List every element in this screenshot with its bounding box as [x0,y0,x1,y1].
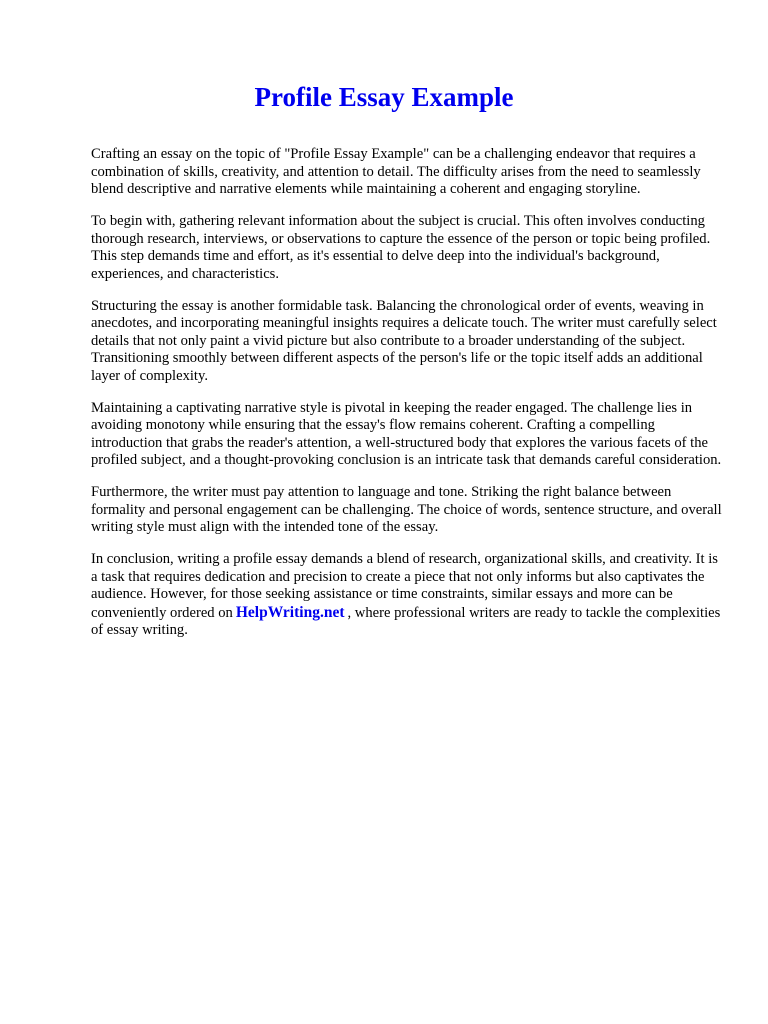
paragraph-language: Furthermore, the writer must pay attention to language and tone. Striking the right balance between formality and personal engagement can be challenging. The choice of words, sentence structure, and overall writing style must align with the intended tone of the essay. [91,484,722,535]
helpwriting-link[interactable]: HelpWriting.net [235,603,345,621]
paragraph-research: To begin with, gathering relevant information about the subject is crucial. This often involves conducting thorough research, interviews, or observations to capture the essence of the person or topic being profiled. This step demands time and effort, as it's essential to delve deep into the individual's background, experiences, and characteristics. [91,213,711,282]
conclusion-text-after-link: , where professional writers are ready to tackle the complexities of essay writing. [91,604,721,638]
conclusion-text-before-link: In conclusion, writing a profile essay demands a blend of research, organizational skills, and creativity. It is a task that requires dedication and precision to create a piece that not only informs but also captivates the audience. However, for those seeking assistance or time constraints, similar essays and more can be conveniently ordered on [91,551,718,621]
paragraph-structure: Structuring the essay is another formidable task. Balancing the chronological order of events, weaving in anecdotes, and incorporating meaningful insights requires a delicate touch. The writer must carefully select details that not only paint a vivid picture but also contribute to a broader understanding of the subject. Transitioning smoothly between different aspects of the person's life or the topic itself adds an additional layer of complexity. [91,297,717,384]
essay-body [91,146,726,654]
paragraph-conclusion [91,551,726,640]
paragraph-narrative: Maintaining a captivating narrative style is pivotal in keeping the reader engaged. The challenge lies in avoiding monotony while ensuring that the essay's flow remains coherent. Crafting a compelling introduction that grabs the reader's attention, a well-structured body that explores the various facets of the profiled subject, and a thought-provoking conclusion is an intricate task that demands careful consideration. [91,399,722,468]
page-title: Profile Essay Example [254,82,514,112]
paragraph-intro: Crafting an essay on the topic of "Profile Essay Example" can be a challenging endeavor that requires a combination of skills, creativity, and attention to detail. The difficulty arises from the need to seamlessly blend descriptive and narrative elements while maintaining a coherent and engaging storyline. [91,146,701,197]
